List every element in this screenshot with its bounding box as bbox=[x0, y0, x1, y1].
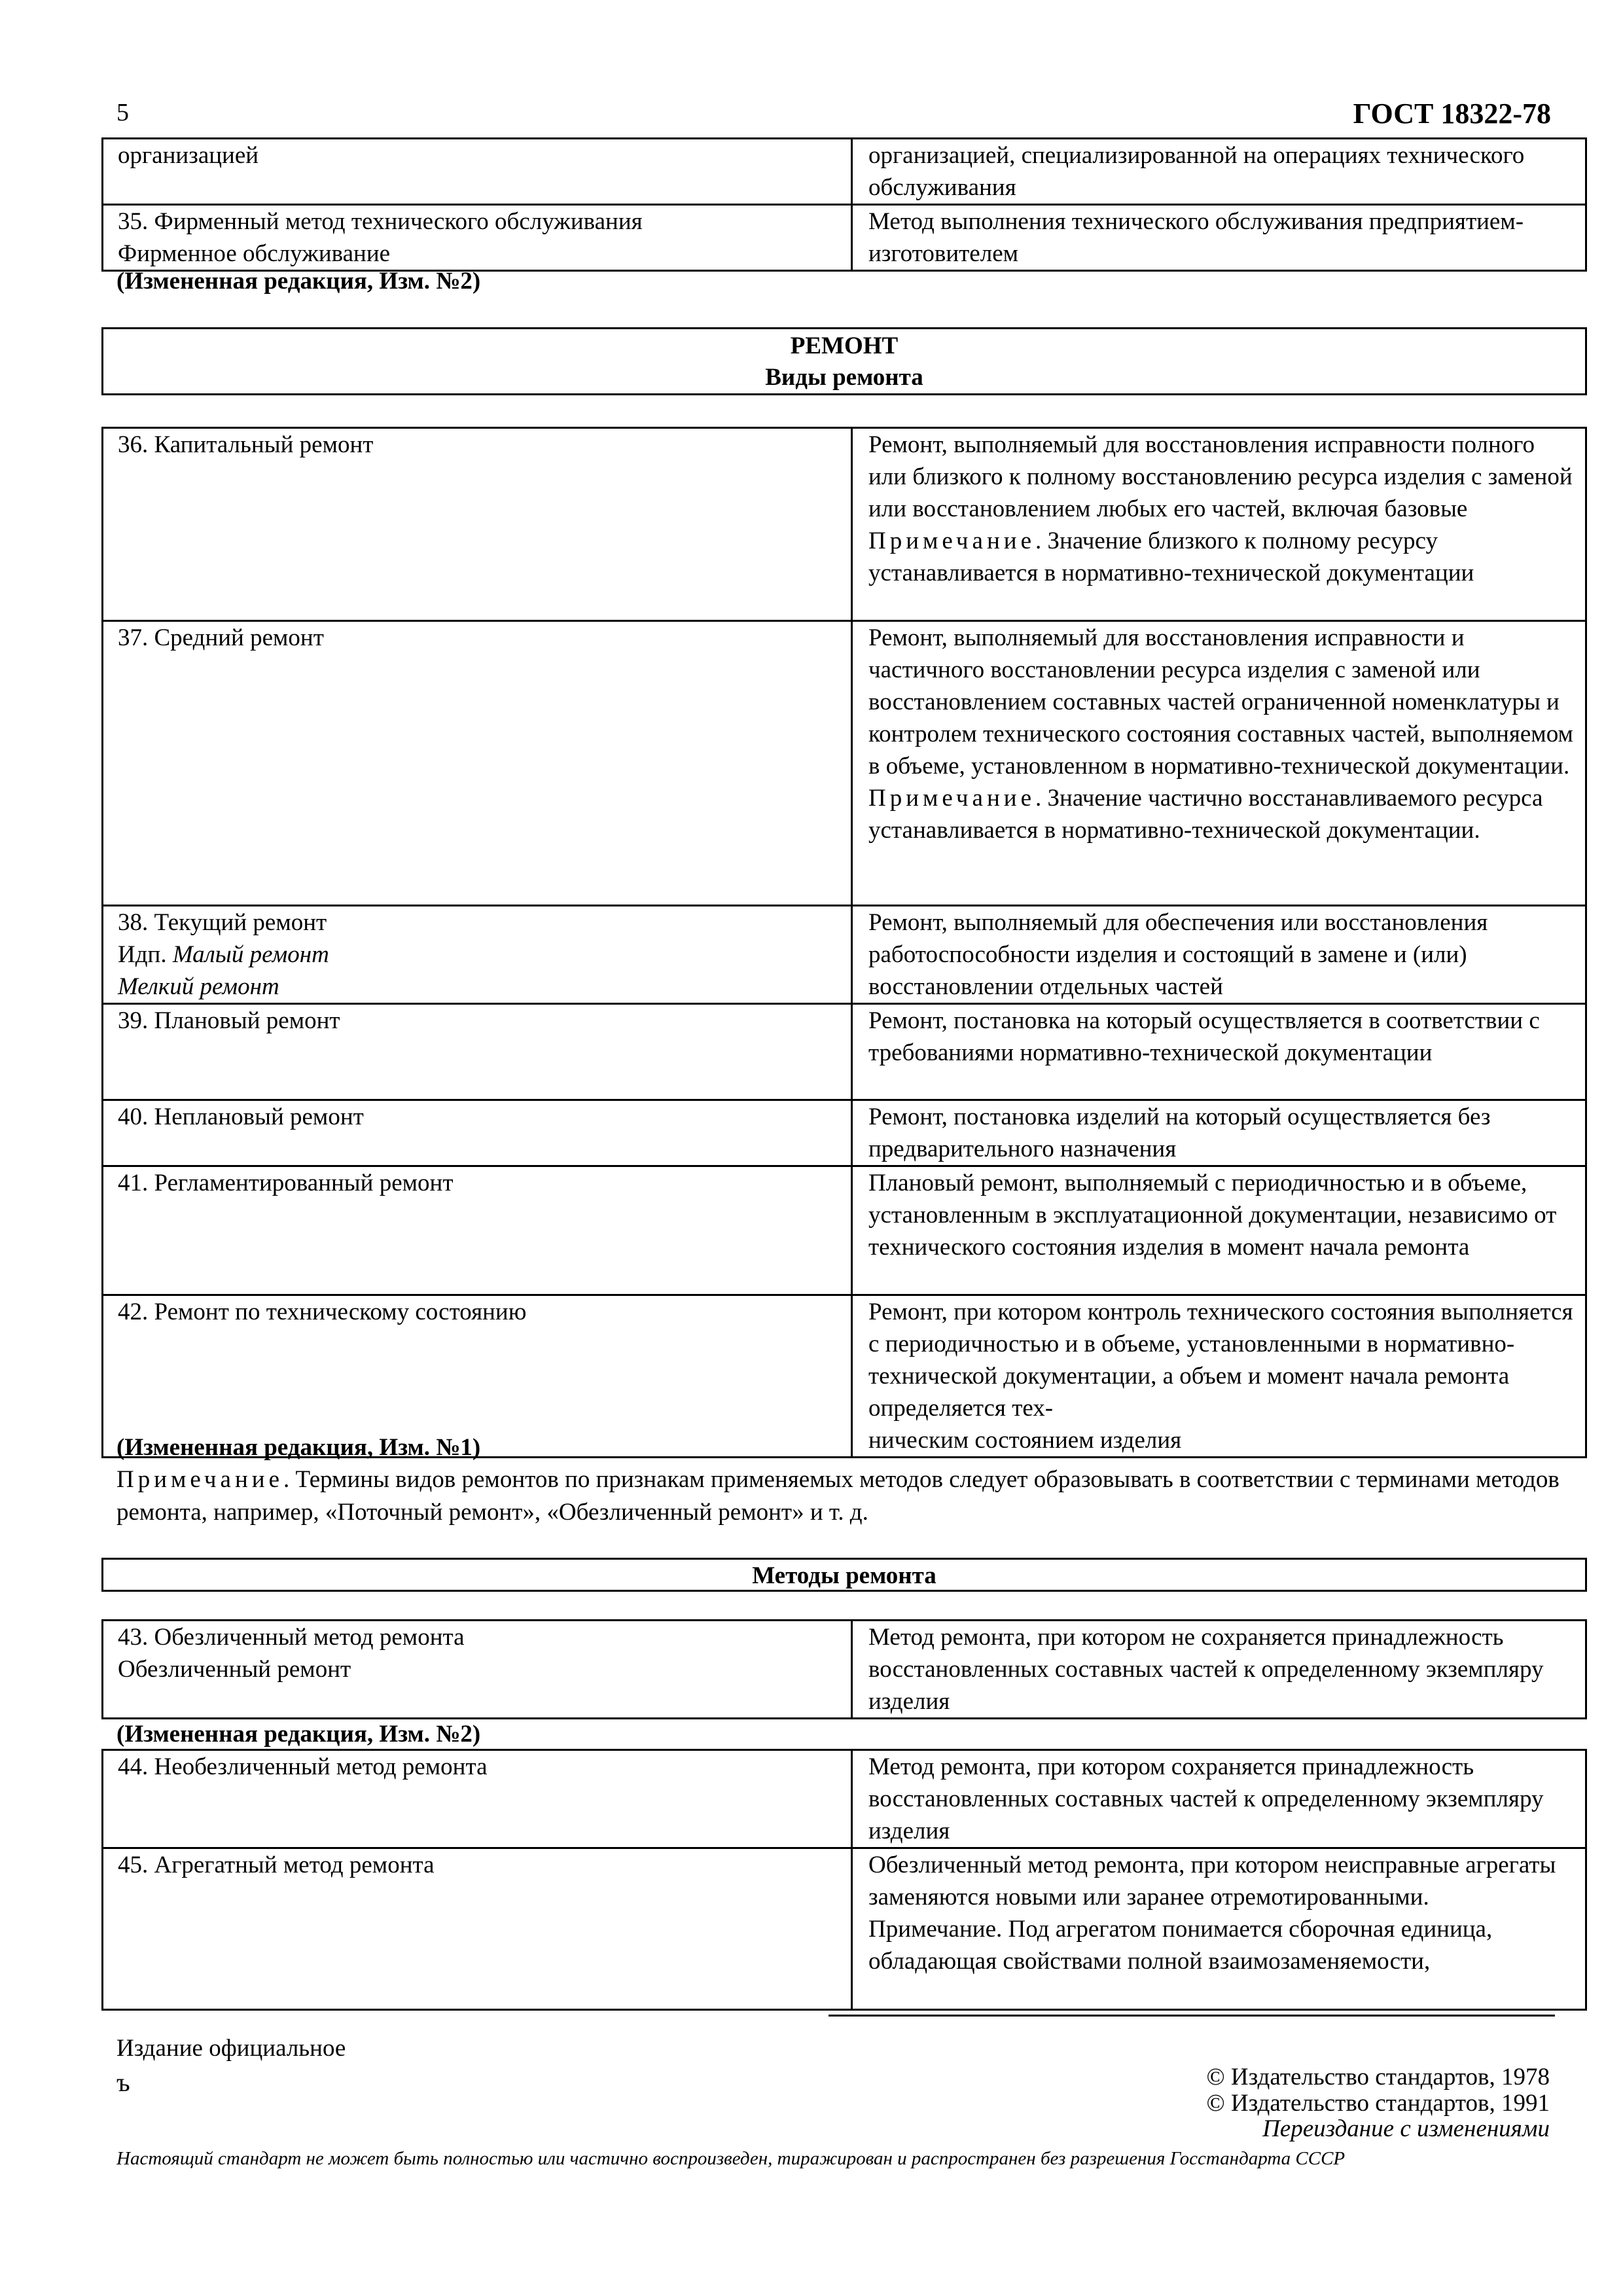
terms-table-top bbox=[101, 137, 1587, 272]
table-row bbox=[103, 906, 1586, 1004]
note-label: Примечание bbox=[868, 785, 1035, 812]
term-cell: 35. Фирменный метод технического обслуживания Фирменное обслуживание bbox=[103, 205, 852, 271]
definition-cell: Плановый ремонт, выполняемый с периодичностью и в объеме, установленным в эксплуатационной документации, независимо от технического состояния изделия в момент начала ремонта bbox=[852, 1166, 1586, 1295]
table-row bbox=[103, 1848, 1586, 2010]
definition-cell bbox=[852, 428, 1586, 621]
definition-text: Ремонт, выполняемый для восстановления исправности и частичного восстановлении ресурса изделия с заменой или восстановлением составных частей ограниченной номенклатуры и контролем технического состояния составных частей, выполняемом в объеме, установленном в нормативно-технической документации. bbox=[868, 624, 1573, 780]
edition-label: Издание официальное bbox=[116, 2035, 346, 2062]
note-text: . Термины видов ремонтов по признакам применяемых методов следует образовывать в соответствии с терминами методов ремонта, например, «Поточный ремонт», «Обезличенный ремонт» и т. д. bbox=[116, 1466, 1560, 1526]
section-heading-remont bbox=[101, 327, 1587, 395]
page-number: 5 bbox=[116, 99, 129, 126]
term-cell: 44. Необезличенный метод ремонта bbox=[103, 1750, 852, 1848]
definition-cell: Ремонт, постановка изделий на который осуществляется без предварительного назначения bbox=[852, 1100, 1586, 1166]
standard-number: ГОСТ 18322-78 bbox=[1353, 98, 1551, 130]
definition-cell: Обезличенный метод ремонта, при котором неисправные агрегаты заменяются новыми или заранее отремотированными. Примечание. Под агрегатом понимается сборочная единица, обладающая свойствами полной взаимозаменяемости, bbox=[852, 1848, 1586, 2010]
reissue-note: Переиздание с изменениями bbox=[1262, 2115, 1550, 2142]
term-cell: 42. Ремонт по техническому состоянию bbox=[103, 1295, 852, 1458]
primechanie-paragraph bbox=[116, 1463, 1576, 1529]
term-cell: 39. Плановый ремонт bbox=[103, 1004, 852, 1100]
note-text: . Значение близкого к полному ресурсу устанавливается в нормативно-технической документации bbox=[868, 528, 1474, 586]
definition-cell: Метод ремонта, при котором сохраняется принадлежность восстановленных составных частей к определенному экземпляру изделия bbox=[852, 1750, 1586, 1848]
revision-note: (Измененная редакция, Изм. №1) bbox=[116, 1434, 481, 1461]
table-row bbox=[103, 1004, 1586, 1100]
note-label: Примечание bbox=[868, 528, 1035, 554]
definition-cell: Ремонт, при котором контроль технического состояния выполняется с периодичностью и в объеме, установленными в нормативно-технической документации, а объем и момент начала ремонта определяется тех- ническим состоянием изделия bbox=[852, 1295, 1586, 1458]
disclaimer: Настоящий стандарт не может быть полностью или частично воспроизведен, тиражирован и распространен без разрешения Госстандарта СССР bbox=[116, 2148, 1346, 2169]
table-row bbox=[103, 139, 1586, 205]
definition-cell bbox=[852, 621, 1586, 906]
term-cell: 40. Неплановый ремонт bbox=[103, 1100, 852, 1166]
note-text: . Значение частично восстанавливаемого ресурса устанавливается в нормативно-технической документации. bbox=[868, 785, 1543, 844]
section-title: Методы ремонта bbox=[752, 1562, 936, 1589]
term-idp-prefix: Идп. bbox=[118, 941, 173, 968]
term-cell: 41. Регламентированный ремонт bbox=[103, 1166, 852, 1295]
definition-cell: организацией, специализированной на операциях технического обслуживания bbox=[852, 139, 1586, 205]
table-row bbox=[103, 428, 1586, 621]
table-row bbox=[103, 1166, 1586, 1295]
terms-table-methods-b bbox=[101, 1749, 1587, 2011]
table-row bbox=[103, 1100, 1586, 1166]
terms-table-methods-a bbox=[101, 1619, 1587, 1719]
term-cell: 36. Капитальный ремонт bbox=[103, 428, 852, 621]
terms-table-vidy bbox=[101, 427, 1587, 1458]
definition-text: Ремонт, выполняемый для восстановления исправности полного или близкого к полному восстановлению ресурса изделия с заменой или восстановлением любых его частей, включая базовые bbox=[868, 431, 1573, 522]
divider-line bbox=[829, 2015, 1555, 2017]
table-row bbox=[103, 205, 1586, 271]
section-subtitle: Виды ремонта bbox=[765, 364, 923, 391]
term-cell: 37. Средний ремонт bbox=[103, 621, 852, 906]
note-label: Примечание bbox=[116, 1466, 283, 1493]
term-cell: 43. Обезличенный метод ремонта Обезличенный ремонт bbox=[103, 1621, 852, 1719]
definition-cell: Метод ремонта, при котором не сохраняется принадлежность восстановленных составных частей к определенному экземпляру изделия bbox=[852, 1621, 1586, 1719]
revision-note: (Измененная редакция, Изм. №2) bbox=[116, 1721, 481, 1748]
term-idp-2: Мелкий ремонт bbox=[118, 973, 279, 1000]
definition-cell: Ремонт, выполняемый для обеспечения или восстановления работоспособности изделия и состоящий в замене и (или) восстановлении отдельных частей bbox=[852, 906, 1586, 1004]
term-idp: Малый ремонт bbox=[172, 941, 329, 968]
copyright-1978: © Издательство стандартов, 1978 bbox=[1206, 2064, 1550, 2090]
section-title: РЕМОНТ bbox=[790, 332, 899, 359]
section-heading-methods bbox=[101, 1558, 1587, 1592]
term-text: 38. Текущий ремонт bbox=[118, 909, 327, 936]
table-row bbox=[103, 1750, 1586, 1848]
table-row bbox=[103, 621, 1586, 906]
term-cell: 45. Агрегатный метод ремонта bbox=[103, 1848, 852, 2010]
revision-note: (Измененная редакция, Изм. №2) bbox=[116, 268, 481, 295]
publisher-mark: ъ bbox=[116, 2068, 130, 2097]
copyright-1991: © Издательство стандартов, 1991 bbox=[1206, 2090, 1550, 2117]
definition-cell: Метод выполнения технического обслуживания предприятием-изготовителем bbox=[852, 205, 1586, 271]
term-cell: организацией bbox=[103, 139, 852, 205]
term-cell bbox=[103, 906, 852, 1004]
table-row bbox=[103, 1621, 1586, 1719]
definition-cell: Ремонт, постановка на который осуществляется в соответствии с требованиями нормативно-технической документации bbox=[852, 1004, 1586, 1100]
